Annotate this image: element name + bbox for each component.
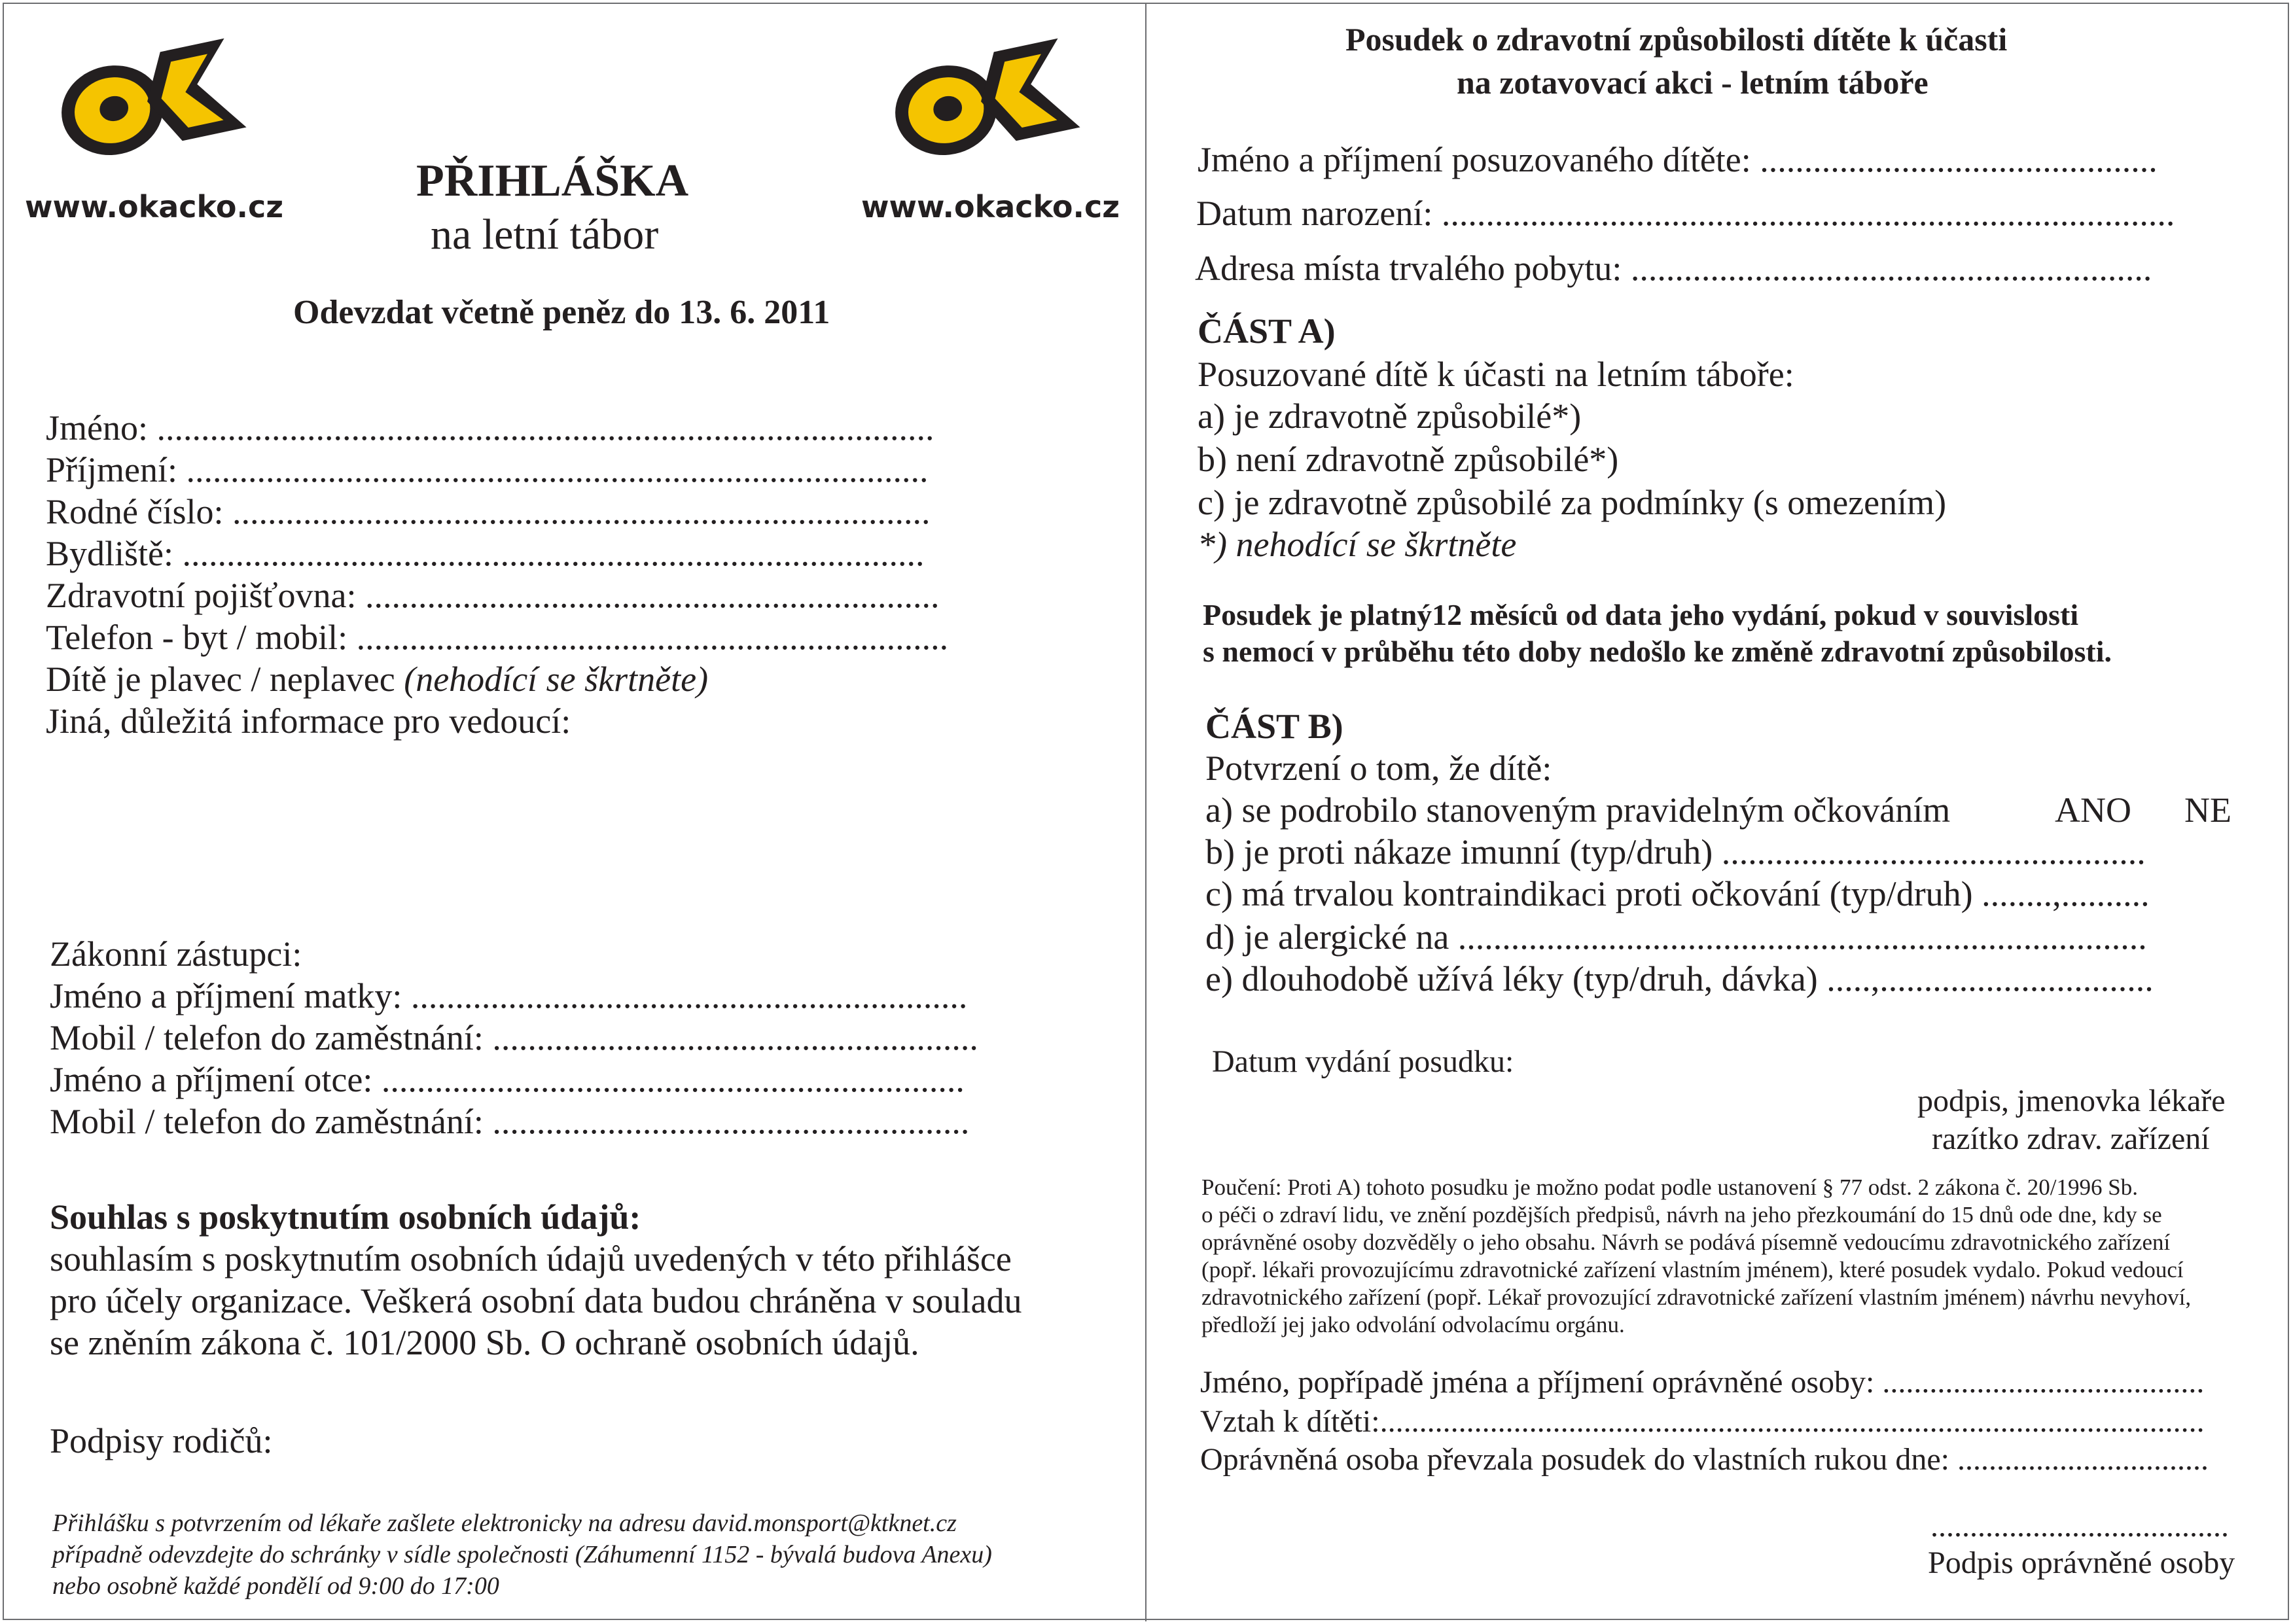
field-swimmer[interactable]: [46, 660, 708, 699]
notice-line-1: Poučení: Proti A) tohoto posudku je možno podat podle ustanovení § 77 odst. 2 zákona č. 20/1996 Sb.: [1201, 1174, 2138, 1200]
guardians-heading: Zákonní zástupci:: [50, 934, 302, 974]
footer-line-1: Přihlášku s potvrzením od lékaře zašlete elektronicky na adresu david.monsport@ktknet.cz: [52, 1509, 957, 1537]
logo-url-left: www.okacko.cz: [25, 189, 283, 224]
field-mother-phone[interactable]: Mobil / telefon do zaměstnání: .......................................................: [50, 1018, 978, 1057]
part-b-item-c[interactable]: c) má trvalou kontraindikaci proti očkování (typ/druh) ........,..........: [1205, 874, 2150, 913]
part-b-item-d[interactable]: d) je alergické na ..............................................................................: [1205, 917, 2147, 957]
swimmer-label: Dítě je plavec / neplavec: [46, 660, 395, 699]
doctor-signature-label-1: podpis, jmenovka lékaře: [1917, 1084, 2226, 1118]
field-child-name[interactable]: Jméno a příjmení posuzovaného dítěte: .............................................: [1198, 140, 2158, 179]
okacko-logo-left: [50, 29, 253, 179]
health-title-line-2: na zotavovací akci - letním táboře: [1457, 64, 1929, 101]
footer-line-2: případně odevzdejte do schránky v sídle společnosti (Záhumenní 1152 - bývalá budova Anexu): [52, 1541, 992, 1568]
part-b-item-a: a) se podrobilo stanoveným pravidelným očkováním: [1205, 790, 1951, 830]
notice-line-6: předloží jej jako odvolání odvolacímu orgánu.: [1201, 1312, 1625, 1337]
validity-line-1: Posudek je platný12 měsíců od data jeho vydání, pokud v souvislosti: [1203, 598, 2079, 631]
form-title: PŘIHLÁŠKA: [416, 156, 689, 206]
consent-line-3: se zněním zákona č. 101/2000 Sb. O ochraně osobních údajů.: [50, 1323, 919, 1362]
field-father-name[interactable]: Jméno a příjmení otce: ..................................................................: [50, 1060, 965, 1099]
field-mother-name[interactable]: Jméno a příjmení matky: ...............................................................: [50, 976, 968, 1015]
part-b-heading: ČÁST B): [1205, 707, 1343, 746]
health-title-line-1: Posudek o zdravotní způsobilosti dítěte k účasti: [1345, 21, 2008, 58]
okacko-logo-right: [883, 29, 1086, 179]
field-phone[interactable]: Telefon - byt / mobil: ...................................................................: [46, 618, 949, 657]
field-name[interactable]: Jméno: ........................................................................................: [46, 408, 934, 448]
page-divider: [1145, 3, 1146, 1621]
vaccinated-no[interactable]: NE: [2184, 790, 2231, 830]
field-address[interactable]: Bydliště: ....................................................................................: [46, 534, 925, 573]
part-a-intro: Posuzované dítě k účasti na letním táboře:: [1198, 355, 1794, 394]
part-a-option-c[interactable]: c) je zdravotně způsobilé za podmínky (s omezením): [1198, 483, 1947, 522]
part-b-item-e[interactable]: e) dlouhodobě užívá léky (typ/druh, dávka) .....,...............................: [1205, 959, 2154, 998]
signature-label: Podpis oprávněné osoby: [1928, 1545, 2235, 1580]
part-a-note: *) nehodící se škrtněte: [1198, 525, 1517, 564]
doctor-signature-label-2: razítko zdrav. zařízení: [1932, 1121, 2210, 1156]
notice-line-5: zdravotnického zařízení (popř. Lékař provozující zdravotnické zařízení vlastním jménem) návrhu nevyhoví,: [1201, 1284, 2192, 1310]
swimmer-note: (nehodící se škrtněte): [404, 660, 709, 699]
field-permanent-address[interactable]: Adresa místa trvalého pobytu: ...........................................................: [1195, 249, 2152, 288]
field-father-phone[interactable]: Mobil / telefon do zaměstnání: ......................................................: [50, 1102, 970, 1141]
field-insurance[interactable]: Zdravotní pojišťovna: .................................................................: [46, 576, 940, 615]
signature-line[interactable]: ......................................: [1930, 1509, 2229, 1544]
part-a-heading: ČÁST A): [1198, 311, 1336, 351]
field-surname[interactable]: Příjmení: ....................................................................................: [46, 450, 929, 489]
field-authorized-name[interactable]: Jméno, popřípadě jména a příjmení oprávněné osoby: .........................................: [1200, 1365, 2205, 1400]
notice-line-2: o péči o zdraví lidu, ve znění pozdějších předpisů, návrh na jeho přezkoumání do 15 dnů ode dne, kdy se: [1201, 1202, 2162, 1227]
part-a-option-b[interactable]: b) není zdravotně způsobilé*): [1198, 440, 1619, 479]
notice-line-4: (popř. lékaři provozujícímu zdravotnické zařízení vlastním jménem), které posudek vydalo. Pokud vedoucí: [1201, 1257, 2184, 1282]
field-received-date[interactable]: Oprávněná osoba převzala posudek do vlastních rukou dne: ................................: [1200, 1442, 2209, 1477]
part-a-option-a[interactable]: a) je zdravotně způsobilé*): [1198, 397, 1582, 436]
consent-line-2: pro účely organizace. Veškerá osobní data budou chráněna v souladu: [50, 1281, 1022, 1320]
validity-line-2: s nemocí v průběhu této doby nedošlo ke změně zdravotní způsobilosti.: [1203, 635, 2112, 668]
parent-signatures-label[interactable]: Podpisy rodičů:: [50, 1421, 273, 1460]
issue-date-label[interactable]: Datum vydání posudku:: [1212, 1044, 1514, 1079]
field-relation[interactable]: Vztah k dítěti:.........................................................................................................: [1200, 1404, 2205, 1439]
deadline-text: Odevzdat včetně peněz do 13. 6. 2011: [293, 294, 830, 331]
field-birth-number[interactable]: Rodné číslo: ...............................................................................: [46, 492, 931, 531]
footer-line-3: nebo osobně každé pondělí od 9:00 do 17:00: [52, 1572, 499, 1600]
consent-line-1: souhlasím s poskytnutím osobních údajů uvedených v této přihlášce: [50, 1239, 1012, 1279]
field-birth-date[interactable]: Datum narození: ...................................................................................: [1196, 194, 2175, 233]
field-other-info[interactable]: Jiná, důležitá informace pro vedoucí:: [46, 701, 571, 741]
vaccinated-yes[interactable]: ANO: [2055, 790, 2131, 830]
form-subtitle: na letní tábor: [431, 211, 659, 258]
consent-heading: Souhlas s poskytnutím osobních údajů:: [50, 1197, 641, 1237]
logo-url-right: www.okacko.cz: [861, 189, 1120, 224]
part-b-intro: Potvrzení o tom, že dítě:: [1205, 749, 1552, 788]
part-b-item-b[interactable]: b) je proti nákaze imunní (typ/druh) ................................................: [1205, 832, 2146, 872]
notice-line-3: oprávněné osoby dozvěděly o jeho obsahu. Návrh se podává písemně vedoucímu zdravotnického zařízení: [1201, 1229, 2171, 1255]
